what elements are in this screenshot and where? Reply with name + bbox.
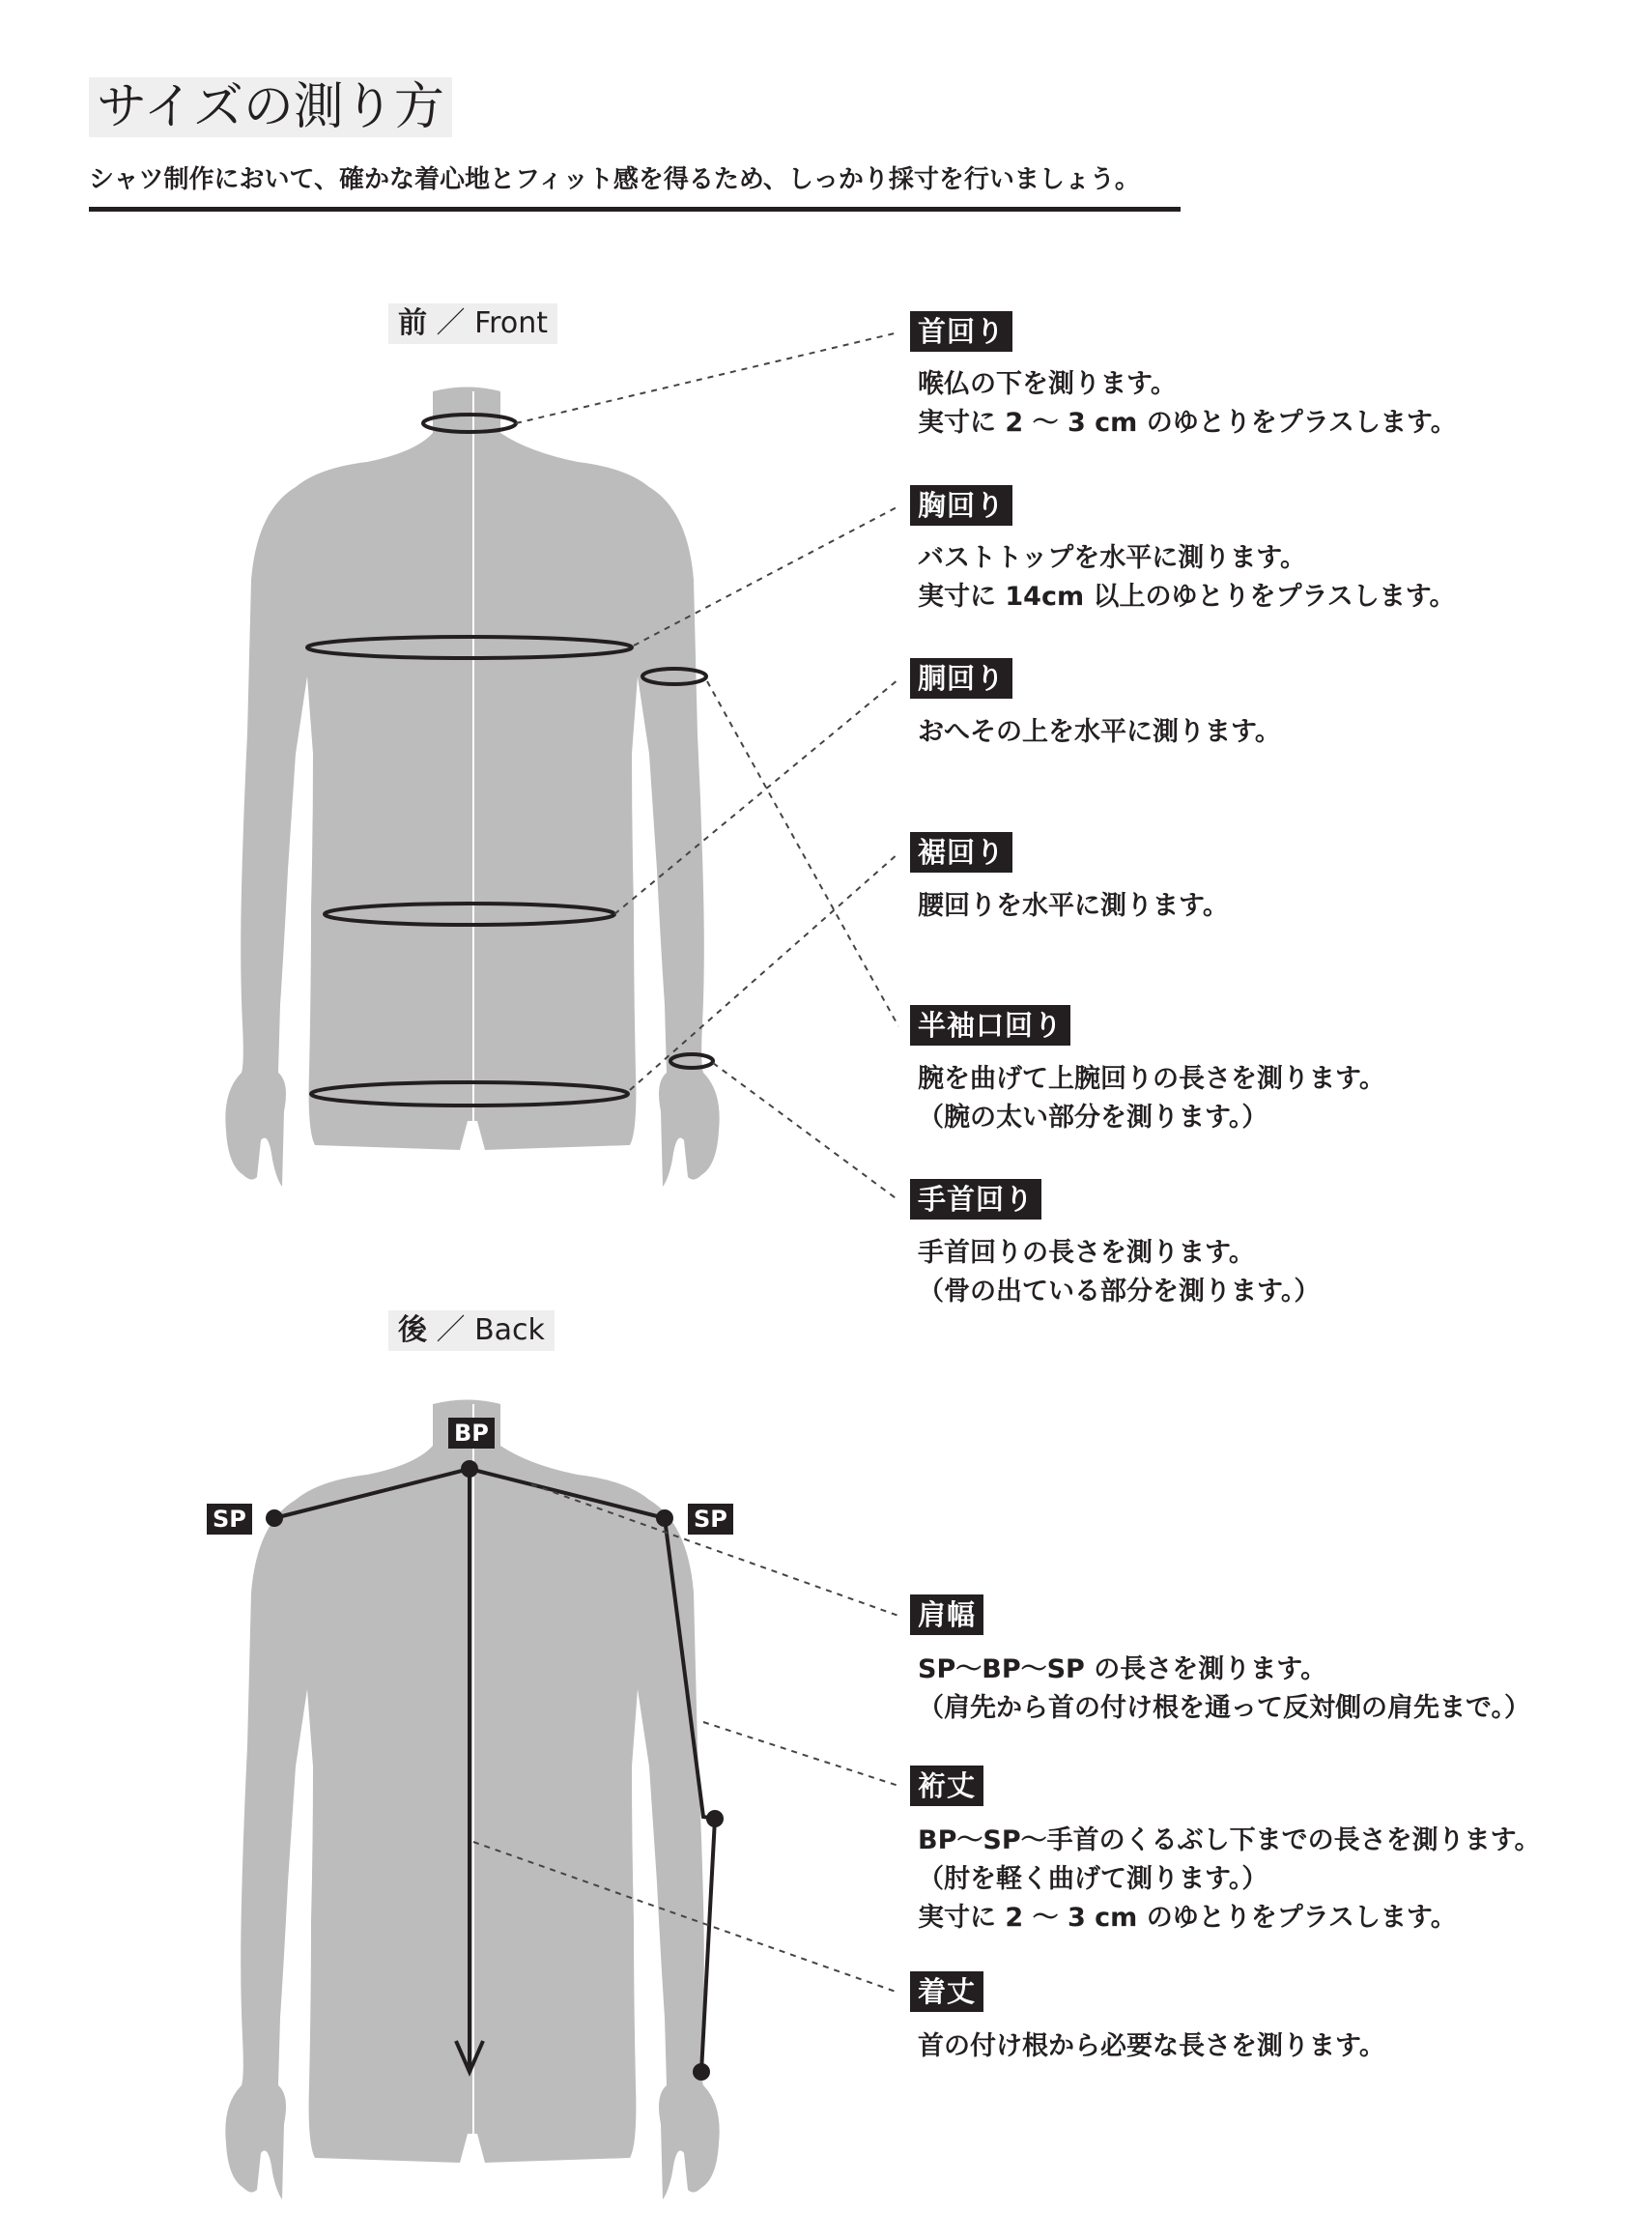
wrist-point — [693, 2063, 710, 2081]
body-length-desc-line-1: 首の付け根から必要な長さを測ります。 — [918, 2031, 1385, 2061]
sleeve-opening-desc-line-1: 腕を曲げて上腕回りの長さを測ります。 — [918, 1064, 1385, 1094]
chest-desc-line-1: バストトップを水平に測ります。 — [918, 543, 1307, 573]
page-title: サイズの測り方 — [89, 77, 452, 137]
sleeve-length-tag: 裄丈 — [910, 1766, 983, 1806]
sleeve-opening-tag: 半袖口回り — [910, 1005, 1070, 1046]
sleeve-length-desc-line-1: BP～SP～手首のくるぶし下までの長さを測ります。 — [918, 1825, 1541, 1855]
body-length-tag: 着丈 — [910, 1971, 983, 2012]
chest-tag: 胸回り — [910, 485, 1012, 526]
hem-desc-line-1: 腰回りを水平に測ります。 — [918, 891, 1229, 921]
back-label-jp: 後 — [398, 1313, 427, 1347]
page-subtitle: シャツ制作において、確かな着心地とフィット感を得るため、しっかり採寸を行いましょう。 — [89, 162, 1181, 212]
front-body — [225, 388, 719, 1188]
sp-right-point — [656, 1509, 673, 1527]
sleeve-length-desc-line-2: （肘を軽く曲げて測ります。） — [918, 1864, 1268, 1894]
waist-desc-line-1: おへその上を水平に測ります。 — [918, 717, 1281, 747]
neck-desc-line-1: 喉仏の下を測ります。 — [918, 369, 1177, 399]
back-label-sep: ／ — [436, 1313, 466, 1347]
shoulder-width-desc-line-2: （肩先から首の付け根を通って反対側の肩先まで。） — [918, 1693, 1530, 1723]
waist-tag: 胴回り — [910, 658, 1012, 699]
sp-left-label: SP — [207, 1504, 252, 1535]
wrist-desc-line-1: 手首回りの長さを測ります。 — [918, 1238, 1255, 1268]
wrist-tag: 手首回り — [910, 1179, 1041, 1220]
bp-label: BP — [448, 1418, 495, 1449]
wrist-desc-line-2: （骨の出ている部分を測ります。） — [918, 1277, 1321, 1307]
hem-tag: 裾回り — [910, 832, 1012, 873]
chest-desc-line-2: 実寸に 14cm 以上のゆとりをプラスします。 — [918, 582, 1456, 612]
sleeve-opening-desc-line-2: （腕の太い部分を測ります。） — [918, 1103, 1268, 1133]
sp-right-label: SP — [688, 1504, 733, 1535]
back-label-en: Back — [474, 1313, 545, 1347]
front-label-sep: ／ — [436, 306, 466, 340]
front-label-en: Front — [474, 306, 548, 340]
shoulder-width-desc-line-1: SP～BP～SP の長さを測ります。 — [918, 1654, 1327, 1684]
sp-left-point — [266, 1509, 283, 1527]
sleeve-length-desc-line-3: 実寸に 2 ～ 3 cm のゆとりをプラスします。 — [918, 1903, 1457, 1933]
shoulder-width-tag: 肩幅 — [910, 1594, 983, 1635]
neck-desc-line-2: 実寸に 2 ～ 3 cm のゆとりをプラスします。 — [918, 408, 1457, 438]
elbow-point — [706, 1810, 724, 1827]
neck-tag: 首回り — [910, 311, 1012, 352]
front-label-jp: 前 — [398, 306, 427, 340]
bp-point — [461, 1460, 478, 1478]
back-body — [225, 1400, 719, 2200]
